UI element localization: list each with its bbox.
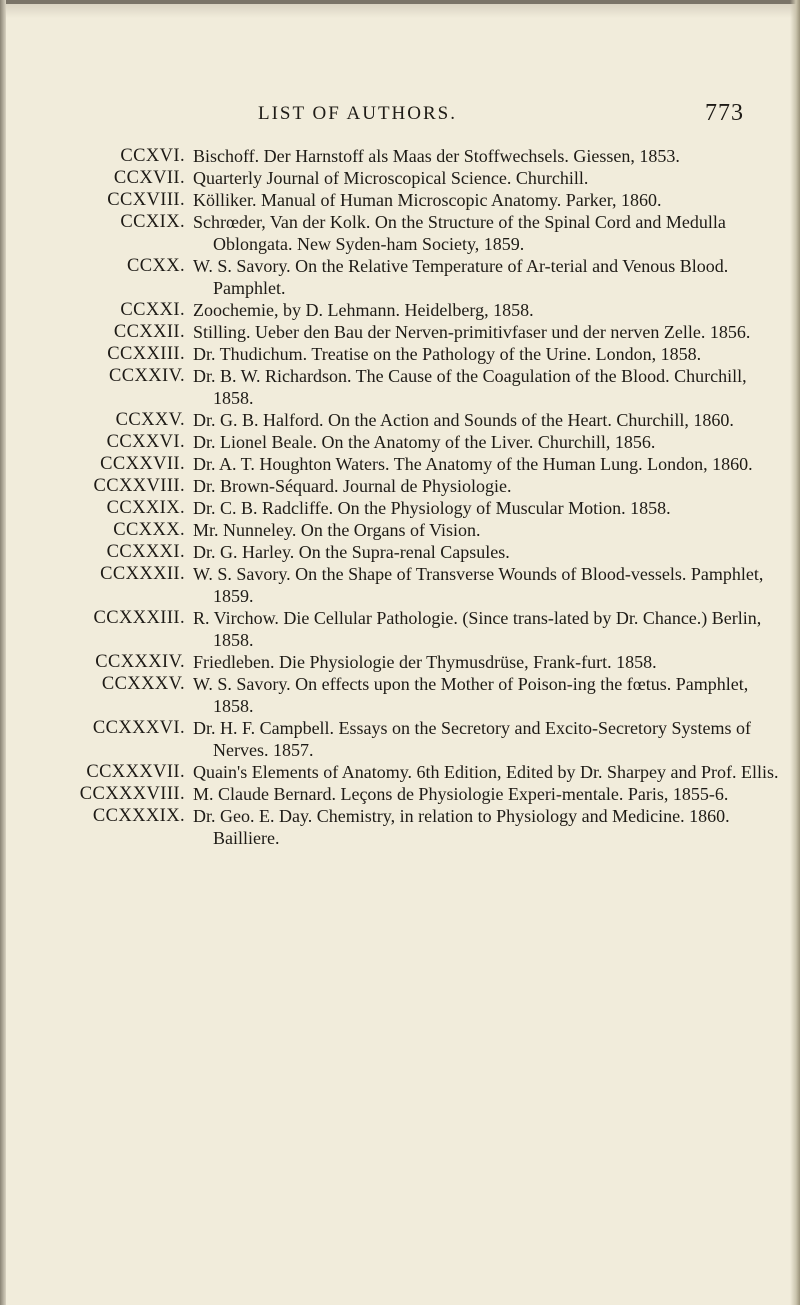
entry-text: Dr. G. Harley. On the Supra-renal Capsules.: [193, 542, 510, 562]
entry-text: Dr. Brown-Séquard. Journal de Physiologie.: [193, 476, 512, 496]
page-number: 773: [705, 100, 744, 126]
entry-numeral: CCXXXIV.: [95, 652, 185, 672]
list-item: [0, 541, 800, 563]
entry-numeral: CCXVIII.: [107, 190, 185, 210]
entry-numeral: CCXXXII.: [100, 564, 185, 584]
list-item: [0, 805, 800, 849]
entry-text: Dr. A. T. Houghton Waters. The Anatomy of the Human Lung. London, 1860.: [193, 454, 753, 474]
entry-numeral: CCXXXIX.: [92, 806, 185, 826]
entry-numeral: CCXXIX.: [106, 498, 185, 518]
entry-numeral: CCXXX.: [113, 520, 185, 540]
list-item: [0, 475, 800, 497]
list-item: [0, 651, 800, 673]
entry-text: Bischoff. Der Harnstoff als Maas der Stoffwechsels. Giessen, 1853.: [193, 146, 680, 166]
entry-numeral: CCXXIV.: [109, 366, 185, 386]
entry-numeral: CCXXVIII.: [93, 476, 185, 496]
list-item: [0, 497, 800, 519]
entry-numeral: CCXXXVIII.: [79, 784, 185, 804]
running-header: [0, 100, 800, 135]
entry-numeral: CCXXVII.: [100, 454, 185, 474]
entry-numeral: CCXXXVI.: [92, 718, 185, 738]
list-item: [0, 211, 800, 255]
entry-numeral: CCXXII.: [113, 322, 185, 342]
entry-text: Dr. C. B. Radcliffe. On the Physiology of Muscular Motion. 1858.: [193, 498, 671, 518]
entry-numeral: CCXXXIII.: [93, 608, 185, 628]
list-item: [0, 431, 800, 453]
entry-text: Dr. Lionel Beale. On the Anatomy of the Liver. Churchill, 1856.: [193, 432, 656, 452]
entry-text: Dr. G. B. Halford. On the Action and Sounds of the Heart. Churchill, 1860.: [193, 410, 734, 430]
entry-numeral: CCXXXV.: [101, 674, 185, 694]
entry-numeral: CCXXXI.: [106, 542, 185, 562]
list-item: [0, 563, 800, 607]
entry-text: Kölliker. Manual of Human Microscopic Anatomy. Parker, 1860.: [193, 190, 662, 210]
list-item: [0, 321, 800, 343]
entry-text: Mr. Nunneley. On the Organs of Vision.: [193, 520, 481, 540]
list-item: [0, 783, 800, 805]
entry-text: Quarterly Journal of Microscopical Science. Churchill.: [193, 168, 589, 188]
entry-text: Stilling. Ueber den Bau der Nerven-primitivfaser und der nerven Zelle. 1856.: [193, 322, 751, 342]
entry-numeral: CCXXI.: [120, 300, 185, 320]
list-item: [0, 409, 800, 431]
entry-text: M. Claude Bernard. Leçons de Physiologie Experi-mentale. Paris, 1855-6.: [193, 784, 729, 804]
entry-text: Schrœder, Van der Kolk. On the Structure of the Spinal Cord and Medulla Oblongata. New Syden-ham Society, 1859.: [193, 212, 726, 254]
entry-numeral: CCXX.: [126, 256, 185, 276]
entry-text: Dr. H. F. Campbell. Essays on the Secretory and Excito-Secretory Systems of Nerves. 1857.: [193, 718, 751, 760]
entry-numeral: CCXVI.: [120, 146, 185, 166]
entry-text: Dr. Geo. E. Day. Chemistry, in relation to Physiology and Medicine. 1860. Bailliere.: [193, 806, 730, 848]
entry-text: W. S. Savory. On the Shape of Transverse Wounds of Blood-vessels. Pamphlet, 1859.: [193, 564, 764, 606]
entry-text: Friedleben. Die Physiologie der Thymusdrüse, Frank-furt. 1858.: [193, 652, 657, 672]
list-item: [0, 453, 800, 475]
entry-text: Quain's Elements of Anatomy. 6th Edition, Edited by Dr. Sharpey and Prof. Ellis.: [193, 762, 779, 782]
list-item: [0, 673, 800, 717]
list-item: [0, 167, 800, 189]
entry-numeral: CCXXXVII.: [86, 762, 185, 782]
entry-text: W. S. Savory. On effects upon the Mother of Poison-ing the fœtus. Pamphlet, 1858.: [193, 674, 749, 716]
list-item: [0, 145, 800, 167]
running-title: LIST OF AUTHORS.: [258, 103, 457, 124]
list-item: [0, 761, 800, 783]
entry-text: Dr. Thudichum. Treatise on the Pathology of the Urine. London, 1858.: [193, 344, 702, 364]
entry-text: R. Virchow. Die Cellular Pathologie. (Since trans-lated by Dr. Chance.) Berlin, 1858.: [193, 608, 762, 650]
list-item: [0, 299, 800, 321]
list-item: [0, 519, 800, 541]
entry-numeral: CCXIX.: [120, 212, 185, 232]
entry-numeral: CCXXVI.: [106, 432, 185, 452]
entry-text: W. S. Savory. On the Relative Temperature of Ar-terial and Venous Blood. Pamphlet.: [193, 256, 729, 298]
list-item: [0, 365, 800, 409]
entry-numeral: CCXXV.: [115, 410, 185, 430]
author-list: [0, 145, 800, 849]
entry-numeral: CCXXIII.: [107, 344, 185, 364]
entry-text: Zoochemie, by D. Lehmann. Heidelberg, 1858.: [193, 300, 534, 320]
page-top-shadow: [0, 4, 800, 18]
list-item: [0, 189, 800, 211]
list-item: [0, 607, 800, 651]
list-item: [0, 343, 800, 365]
entry-numeral: CCXVII.: [113, 168, 185, 188]
list-item: [0, 717, 800, 761]
list-item: [0, 255, 800, 299]
entry-text: Dr. B. W. Richardson. The Cause of the Coagulation of the Blood. Churchill, 1858.: [193, 366, 747, 408]
